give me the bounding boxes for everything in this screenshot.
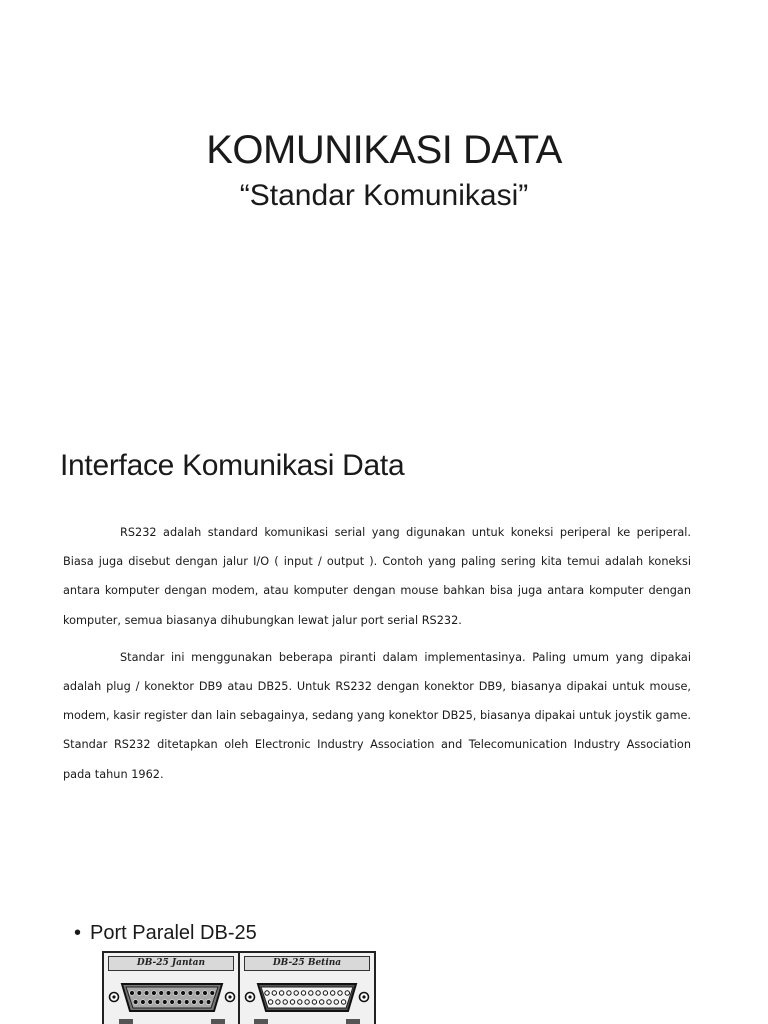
slide-title: KOMUNIKASI DATA [206,128,562,172]
section-heading: Interface Komunikasi Data [60,449,405,482]
bullet-text: Port Paralel DB-25 [90,922,257,944]
slide-subtitle: “Standar Komunikasi” [239,179,529,212]
db25-female-connector-icon [240,973,374,1024]
db25-male-connector-icon [104,973,240,1024]
paragraph-rs232-intro: RS232 adalah standard komunikasi serial yang digunakan untuk koneksi periperal ke periperal. Biasa juga disebut dengan jalur I/O ( input / output ). Contoh yang paling sering kita temui adalah koneksi antara komputer dengan modem, atau komputer dengan mouse bahkan bisa juga antara komputer dengan komputer, semua biasanya dihubungkan lewat jalur port serial RS232. [63,526,691,627]
paragraph-rs232-standard: Standar ini menggunakan beberapa piranti dalam implementasinya. Paling umum yang dipakai adalah plug / konektor DB9 atau DB25. Untuk RS232 dengan konektor DB9, biasanya dipakai untuk mouse, modem, kasir register dan lain sebagainya, sedang yang konektor DB25, biasanya dipakai untuk joystik game. Standar RS232 ditetapkan oleh Electronic Industry Association and Telecomunication Industry Association pada tahun 1962. [63,650,691,781]
bullet-item [74,919,257,947]
db25-male-label: DB-25 Jantan [108,956,234,971]
db25-female-label: DB-25 Betina [244,956,370,971]
db25-female-panel [240,953,374,1024]
db25-male-panel [104,953,240,1024]
db25-connector-figure [102,951,376,1024]
bullet-dot: • [74,922,82,944]
body-text [63,518,691,797]
